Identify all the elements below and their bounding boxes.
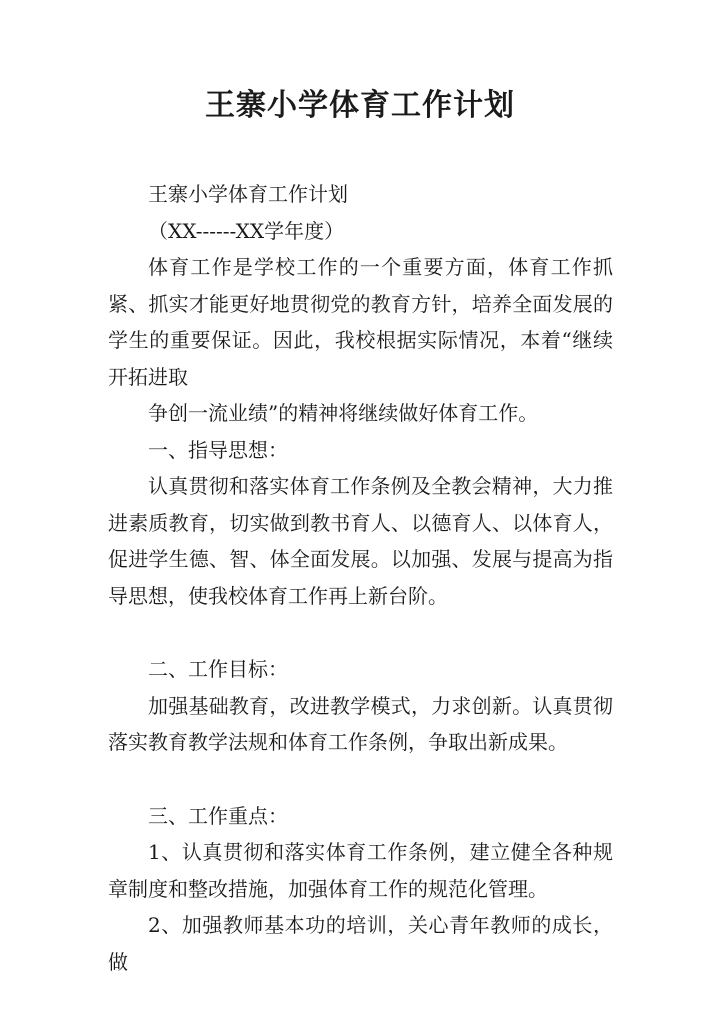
- section-heading-work-focus: 三、工作重点：: [148, 803, 288, 828]
- work-focus-item-2: 2、加强教师基本功的培训，关心青年教师的成长，做: [108, 913, 613, 974]
- section-heading-work-goals: 二、工作目标：: [148, 657, 288, 681]
- intro-continuation-paragraph: 争创一流业绩”的精神将继续做好体育工作。: [148, 401, 539, 425]
- section-heading-guiding-thought: 一、指导思想：: [148, 437, 288, 462]
- work-focus-item-1: 1、认真贯彻和落实体育工作条例，建立健全各种规章制度和整改措施，加强体育工作的规范化管理。: [108, 840, 613, 901]
- school-year-paragraph: （XX------XX学年度）: [148, 218, 345, 243]
- work-goals-paragraph: 加强基础教育，改进教学模式，力求创新。认真贯彻落实教育教学法规和体育工作条例，争取出新成果。: [108, 693, 613, 754]
- guiding-thought-paragraph: 认真贯彻和落实体育工作条例及全教会精神，大力推进素质教育，切实做到教书育人、以德育人、以体育人，促进学生德、智、体全面发展。以加强、发展与提高为指导思想，使我校体育工作再上新台阶。: [108, 474, 613, 608]
- document-title: 王寨小学体育工作计划: [205, 88, 515, 123]
- subtitle-paragraph: 王寨小学体育工作计划: [148, 182, 348, 206]
- document-body: [108, 176, 613, 980]
- intro-paragraph: 体育工作是学校工作的一个重要方面，体育工作抓紧、抓实才能更好地贯彻党的教育方针，培养全面发展的学生的重要保证。因此，我校根据实际情况，本着“继续开拓进取: [108, 255, 613, 389]
